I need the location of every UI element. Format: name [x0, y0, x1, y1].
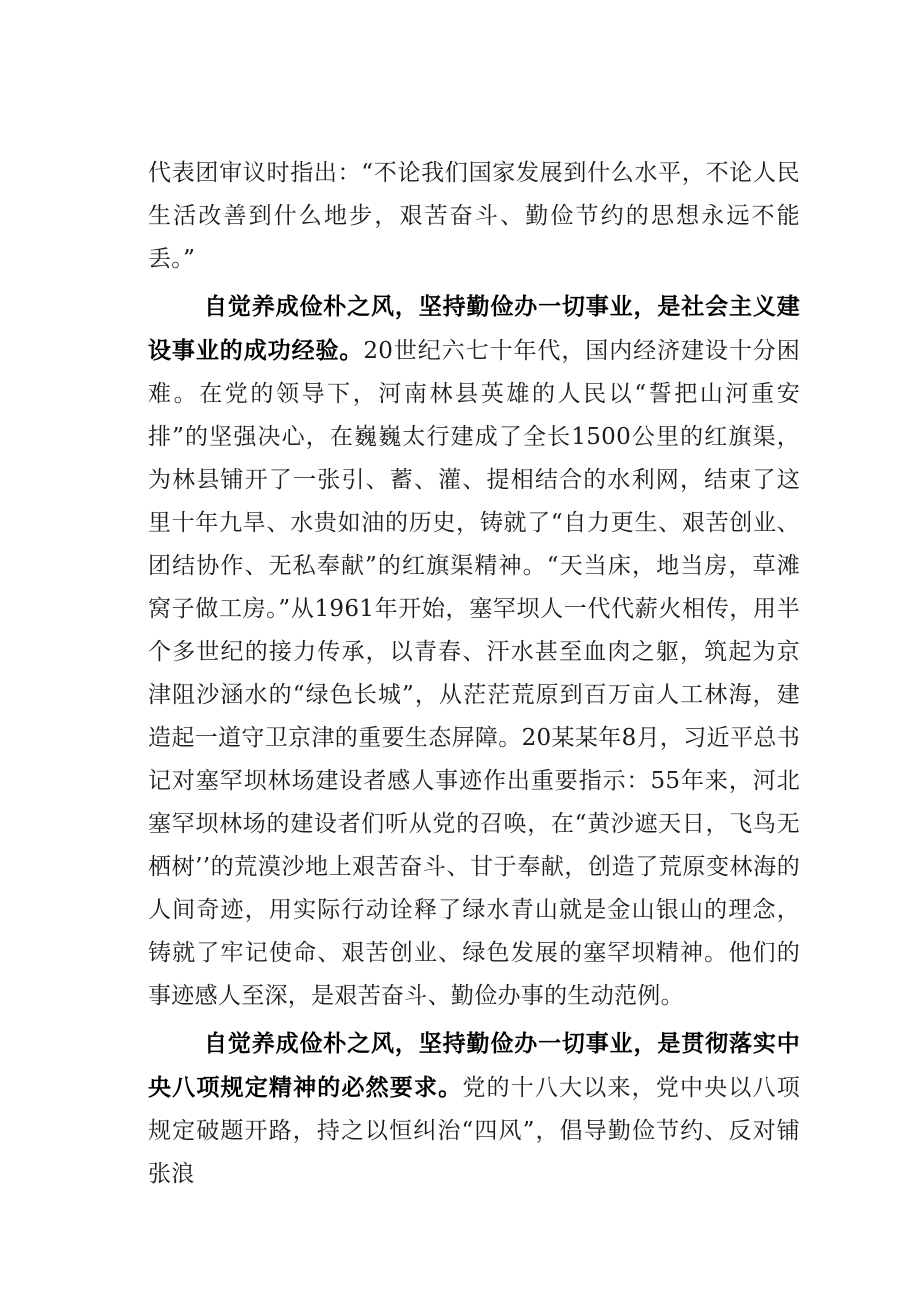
paragraph-2-lead: 自觉养成俭朴之风，坚持勤俭办一切事业，是社会主义建设事业的成功经验。 [148, 293, 800, 364]
document-body [148, 152, 800, 1196]
paragraph-2 [148, 285, 800, 1018]
paragraph-3-lead: 自觉养成俭朴之风，坚持勤俭办一切事业，是贯彻落实中央八项规定精神的必然要求。 [148, 1030, 800, 1101]
paragraph-1-text: 代表团审议时指出：“不论我们国家发展到什么水平，不论人民生活改善到什么地步，艰苦奋斗、勤俭节约的思想永远不能丢。” [148, 160, 800, 272]
paragraph-3-text: 党的十八大以来，党中央以八项规定破题开路，持之以恒纠治“四风”，倡导勤俭节约、反对铺张浪 [148, 1075, 801, 1187]
paragraph-1 [148, 152, 800, 281]
paragraph-3 [148, 1022, 800, 1196]
paragraph-2-text: 20世纪六七十年代，国内经济建设十分困难。在党的领导下，河南林县英雄的人民以“誓把山河重安排”的坚强决心，在巍巍太行建成了全长1500公里的红旗渠，为林县铺开了一张引、蓄、灌、提相结合的水利网，结束了这里十年九旱、水贵如油的历史，铸就了“自力更生、艰苦创业、团结协作、无私奉献”的红旗渠精神。“天当床，地当房，草滩窝子做工房。”从1961年开始，塞罕坝人一代代薪火相传，用半个多世纪的接力传承，以青春、汗水甚至血肉之躯，筑起为京津阻沙涵水的“绿色长城”，从茫茫荒原到百万亩人工林海，建造起一道守卫京津的重要生态屏障。20某某年8月，习近平总书记对塞罕坝林场建设者感人事迹作出重要指示：55年来，河北塞罕坝林场的建设者们听从党的召唤，在“黄沙遮天日，飞鸟无栖树’’的荒漠沙地上艰苦奋斗、甘于奉献，创造了荒原变林海的人间奇迹，用实际行动诠释了绿水青山就是金山银山的理念，铸就了牢记使命、艰苦创业、绿色发展的塞罕坝精神。他们的事迹感人至深，是艰苦奋斗、勤俭办事的生动范例。 [148, 338, 801, 1009]
